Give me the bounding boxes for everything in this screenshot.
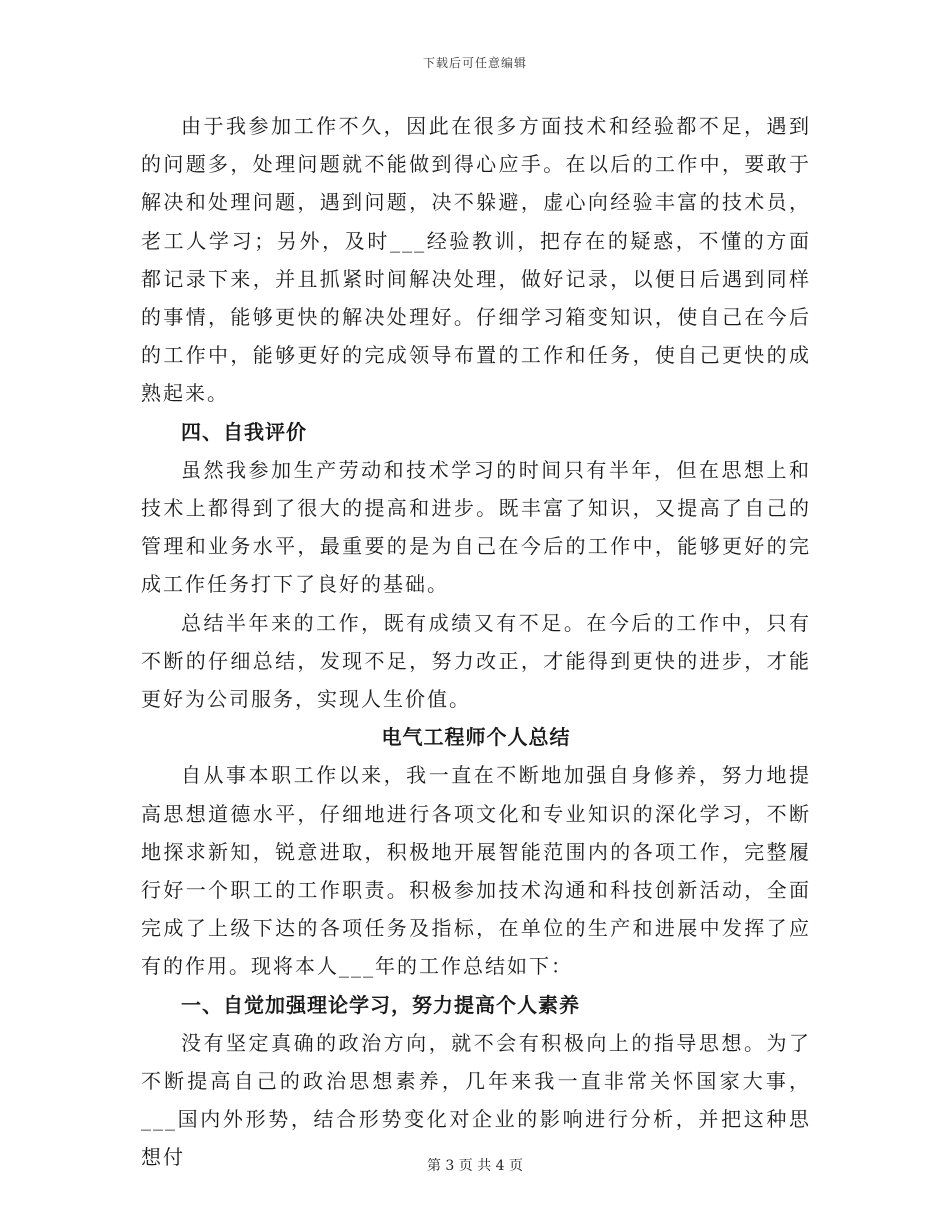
page-header: 下载后可任意编辑 bbox=[422, 56, 527, 70]
paragraph-self-evaluation: 虽然我参加生产劳动和技术学习的时间只有半年，但在思想上和技术上都得到了很大的提高和进步。既丰富了知识，又提高了自己的管理和业务水平，最重要的是为自己在今后的工作中，能够更好的完成工作任务打下了良好的基础。 bbox=[141, 457, 811, 597]
paragraph-political-direction: 没有坚定真确的政治方向，就不会有积极向上的指导思想。为了不断提高自己的政治思想素养，几年来我一直非常关怀国家大事，___国内外形势，结合形势变化对企业的影响进行分析，并把这种思想付 bbox=[141, 1030, 811, 1170]
paragraph-experience: 由于我参加工作不久，因此在很多方面技术和经验都不足，遇到的问题多，处理问题就不能做到得心应手。在以后的工作中，要敢于解决和处理问题，遇到问题，决不躲避，虚心向经验丰富的技术员，老工人学习；另外，及时___经验教训，把存在的疑惑，不懂的方面都记录下来，并且抓紧时间解决处理，做好记录，以便日后遇到同样的事情，能够更快的解决处理好。仔细学习箱变知识，使自己在今后的工作中，能够更好的完成领导布置的工作和任务，使自己更快的成熟起来。 bbox=[141, 114, 811, 406]
section-heading-self-evaluation: 四、自我评价 bbox=[181, 419, 307, 444]
paragraph-summary: 总结半年来的工作，既有成绩又有不足。在今后的工作中，只有不断的仔细总结，发现不足，努力改正，才能得到更快的进步，才能更好为公司服务，实现人生价值。 bbox=[141, 610, 811, 712]
document-title: 电气工程师个人总结 bbox=[381, 725, 571, 750]
page-footer: 第 3 页 共 4 页 bbox=[426, 1158, 524, 1174]
section-heading-theory-study: 一、自觉加强理论学习，努力提高个人素养 bbox=[181, 992, 580, 1017]
paragraph-intro: 自从事本职工作以来，我一直在不断地加强自身修养，努力地提高思想道德水平，仔细地进行各项文化和专业知识的深化学习，不断地探求新知，锐意进取，积极地开展智能范围内的各项工作，完整履行好一个职工的工作职责。积极参加技术沟通和科技创新活动，全面完成了上级下达的各项任务及指标，在单位的生产和进展中发挥了应有的作用。现将本人___年的工作总结如下： bbox=[141, 763, 811, 979]
document-body bbox=[141, 107, 811, 1177]
